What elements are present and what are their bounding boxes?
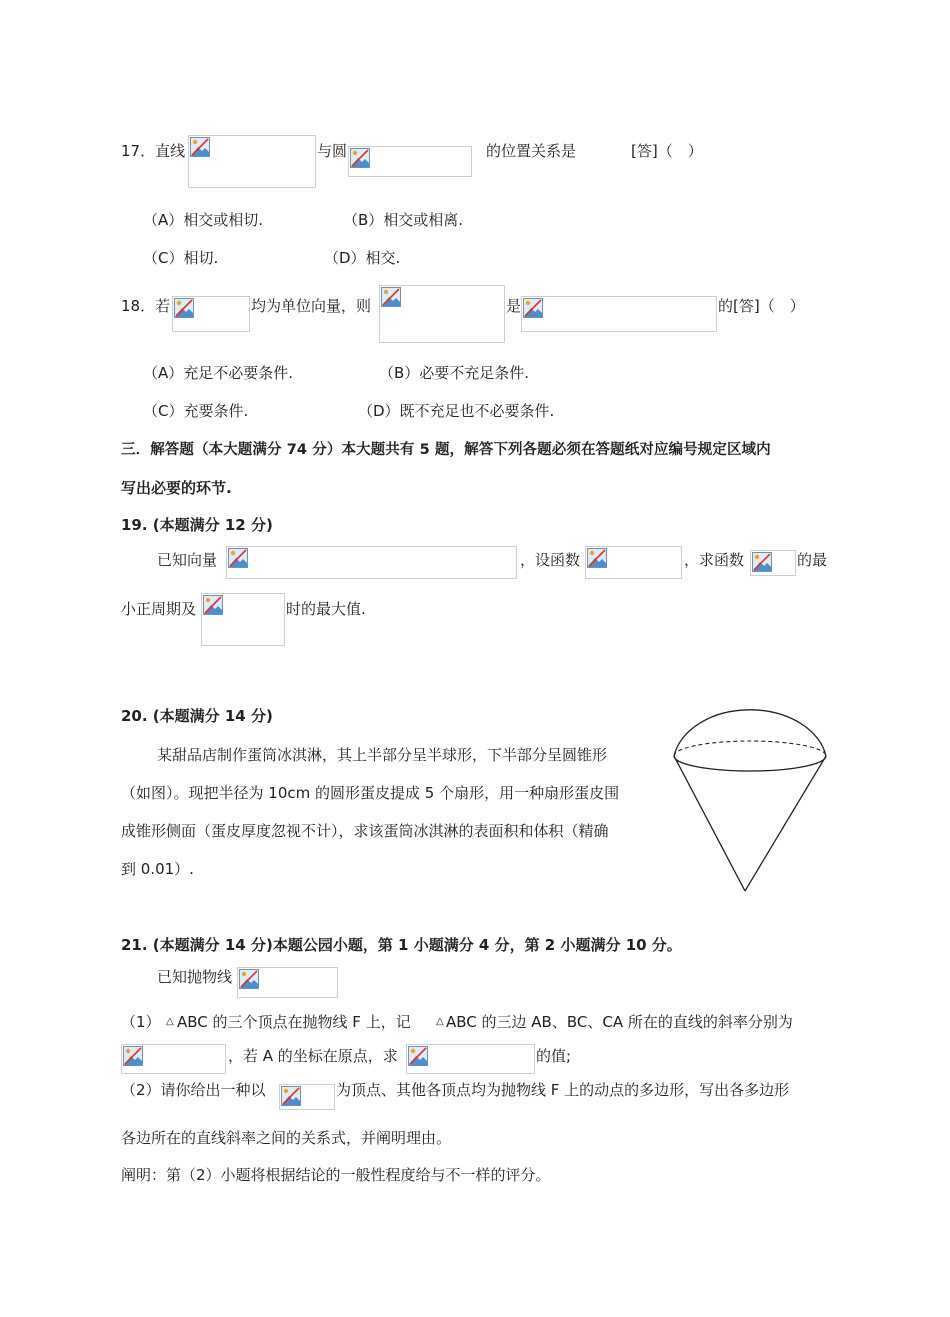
q18-text-mid1: 均为单位向量，则 bbox=[251, 297, 372, 315]
q18-option-c: （C）充要条件. bbox=[143, 402, 249, 420]
q19-text-p6: 时的最大值. bbox=[286, 600, 366, 618]
section3-heading-line2: 写出必要的环节. bbox=[121, 479, 232, 497]
q17-number: 17．直线 bbox=[121, 142, 186, 160]
q19-range-image bbox=[201, 593, 285, 646]
broken-image-icon bbox=[174, 298, 194, 318]
broken-image-icon bbox=[523, 298, 543, 318]
q18-text-tail: 的[答]（ ） bbox=[718, 297, 805, 315]
broken-image-icon bbox=[350, 148, 370, 168]
q21-part1-b: ABC 的三个顶点在抛物线 F 上，记 bbox=[177, 1013, 411, 1031]
q18-text-mid2: 是 bbox=[506, 297, 522, 315]
q19-vectors-image bbox=[226, 546, 517, 579]
broken-image-icon bbox=[381, 287, 401, 307]
q17-text-tail: 的位置关系是 bbox=[486, 142, 577, 160]
broken-image-icon bbox=[123, 1046, 143, 1066]
q21-note: 阐明：第（2）小题将根据结论的一般性程度给与不一样的评分。 bbox=[121, 1166, 551, 1184]
q21-expression-image bbox=[406, 1044, 535, 1074]
q17-option-a: （A）相交或相切. bbox=[143, 211, 264, 229]
q18-option-d: （D）既不充足也不必要条件. bbox=[358, 402, 555, 420]
q19-fx-image bbox=[750, 550, 796, 576]
q18-condition-image bbox=[379, 285, 505, 343]
broken-image-icon bbox=[203, 595, 223, 615]
q18-statement-image bbox=[521, 296, 717, 332]
q18-number: 18．若 bbox=[121, 297, 171, 315]
q21-part2-c: 各边所在的直线斜率之间的关系式，并阐明理由。 bbox=[121, 1129, 452, 1147]
broken-image-icon bbox=[408, 1046, 428, 1066]
q21-part1-c: ABC 的三边 AB、BC、CA 所在的直线的斜率分别为 bbox=[446, 1013, 793, 1031]
broken-image-icon bbox=[190, 137, 210, 157]
q21-heading: 21. (本题满分 14 分)本题公园小题，第 1 小题满分 4 分，第 2 小题满分 10 分。 bbox=[121, 936, 682, 954]
q21-part1-d: ，若 A 的坐标在原点，求 bbox=[228, 1047, 398, 1065]
cone-left-edge bbox=[674, 756, 745, 891]
q21-part2-a: （2）请你给出一种以 bbox=[121, 1081, 266, 1099]
q21-part2-b: 为顶点、其他各顶点均为抛物线 F 上的动点的多边形，写出各多边形 bbox=[336, 1081, 790, 1099]
q19-text-p1: 已知向量 bbox=[157, 551, 218, 569]
base-ellipse-back bbox=[674, 741, 826, 756]
triangle-icon-2: △ bbox=[436, 1016, 444, 1027]
q21-parabola-image bbox=[237, 967, 338, 998]
broken-image-icon bbox=[228, 548, 248, 568]
q19-text-p3: ，求函数 bbox=[684, 551, 745, 569]
q21-slopes-image bbox=[121, 1044, 226, 1074]
broken-image-icon bbox=[752, 552, 772, 572]
base-ellipse-front bbox=[674, 756, 826, 771]
broken-image-icon bbox=[239, 969, 259, 989]
q20-line1: 某甜品店制作蛋筒冰淇淋，其上半部分呈半球形，下半部分呈圆锥形 bbox=[157, 746, 608, 764]
q18-option-a: （A）充足不必要条件. bbox=[143, 364, 294, 382]
q19-function-image bbox=[585, 546, 682, 579]
q17-answer-bracket: [答]（ ） bbox=[631, 142, 703, 160]
q17-option-b: （B）相交或相离. bbox=[343, 211, 464, 229]
q21-given: 已知抛物线 bbox=[157, 968, 233, 986]
q17-text-mid: 与圆 bbox=[317, 142, 348, 160]
q17-circle-equation-image bbox=[348, 146, 472, 177]
q19-heading: 19. (本题满分 12 分) bbox=[121, 516, 273, 534]
broken-image-icon bbox=[281, 1086, 301, 1106]
section3-heading-line1: 三．解答题（本大题满分 74 分）本大题共有 5 题，解答下列各题必须在答题纸对应编号规定区域内 bbox=[121, 442, 771, 458]
q20-line4: 到 0.01）. bbox=[121, 860, 194, 878]
broken-image-icon bbox=[587, 548, 607, 568]
q18-option-b: （B）必要不充足条件. bbox=[379, 364, 530, 382]
q17-line-equation-image bbox=[188, 135, 316, 188]
q19-text-p4: 的最 bbox=[797, 551, 828, 569]
cone-right-edge bbox=[745, 756, 826, 891]
q19-text-p2: ，设函数 bbox=[520, 551, 581, 569]
q21-part1-e: 的值; bbox=[536, 1047, 572, 1065]
q20-line3: 成锥形侧面（蛋皮厚度忽视不计），求该蛋筒冰淇淋的表面积和体积（精确 bbox=[121, 822, 609, 840]
triangle-icon: △ bbox=[166, 1016, 174, 1027]
q17-option-d: （D）相交. bbox=[324, 249, 401, 267]
hemisphere-arc bbox=[674, 710, 826, 756]
q19-text-p5: 小正周期及 bbox=[121, 600, 197, 618]
q21-vertex-image bbox=[279, 1084, 335, 1110]
q17-option-c: （C）相切. bbox=[143, 249, 219, 267]
q20-heading: 20. (本题满分 14 分) bbox=[121, 707, 273, 725]
ice-cream-cone-figure bbox=[670, 698, 832, 896]
q20-line2: （如图）。现把半径为 10cm 的圆形蛋皮提成 5 个扇形，用一种扇形蛋皮围 bbox=[121, 784, 620, 802]
q18-vectors-image bbox=[172, 296, 250, 332]
q21-part1-a: （1） bbox=[121, 1013, 161, 1031]
